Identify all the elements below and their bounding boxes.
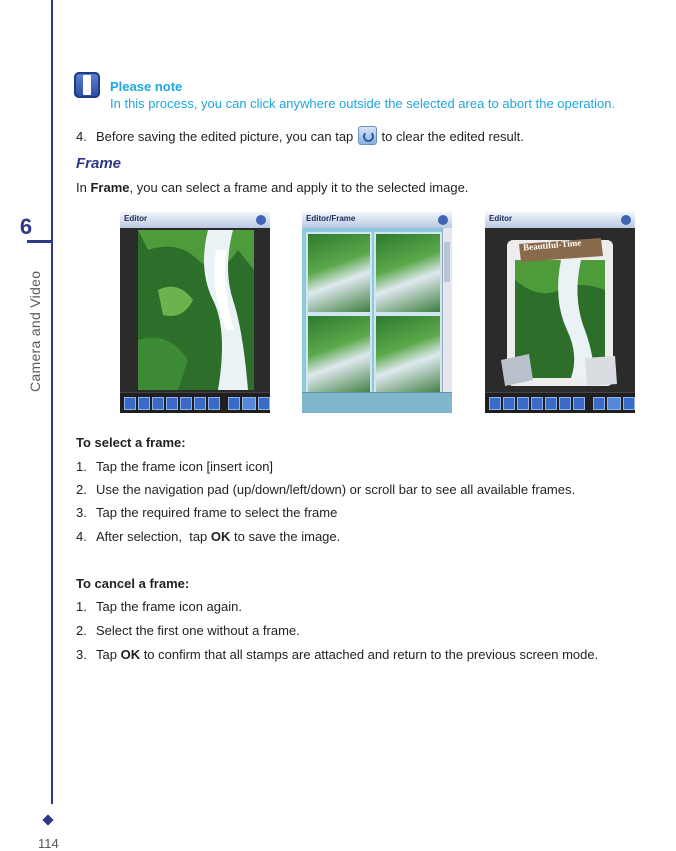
step-text: Use the navigation pad (up/down/left/down) or scroll bar to see all available frames. <box>96 482 576 497</box>
close-icon <box>621 215 631 225</box>
tool-icon <box>152 397 164 410</box>
frame-thumbnail <box>374 232 442 314</box>
note-text: In this process, you can click anywhere outside the selected area to abort the operation. <box>110 96 616 111</box>
step-text: to confirm that all stamps are attached and return to the previous screen mode. <box>140 647 599 662</box>
select-step-3 <box>76 505 337 520</box>
step-number: 1. <box>76 599 87 614</box>
screen-title: Editor/Frame <box>306 214 356 223</box>
tool-icon <box>208 397 220 410</box>
info-icon <box>74 72 100 98</box>
refresh-tool-icon <box>593 397 605 410</box>
frame-thumbnail <box>306 314 372 396</box>
tool-icon <box>503 397 515 410</box>
menu-icon <box>623 397 635 410</box>
menu-icon <box>258 397 270 410</box>
section-heading-frame: Frame <box>76 155 122 172</box>
screenshot-editor-framed <box>485 212 635 413</box>
page-number: 114 <box>38 836 59 851</box>
chapter-title: Camera and Video <box>27 270 43 392</box>
ok-icon <box>607 397 621 410</box>
step-number: 2. <box>76 482 87 497</box>
scrollbar <box>442 228 452 393</box>
tool-icon <box>573 397 585 410</box>
cancel-step-3 <box>76 647 598 662</box>
cancel-frame-heading: To cancel a frame: <box>76 576 190 591</box>
ok-icon <box>242 397 256 410</box>
step-bold: OK <box>120 647 141 662</box>
chapter-number: 6 <box>19 214 33 239</box>
step-text: Tap <box>96 647 121 662</box>
step-number: 1. <box>76 459 87 474</box>
step-text: Tap the frame icon again. <box>96 599 242 614</box>
toolbar <box>120 392 270 413</box>
frame-thumbnail <box>306 232 372 314</box>
step-number: 3. <box>76 505 87 520</box>
step-text: Tap the required frame to select the frame <box>96 505 338 520</box>
title-bar <box>120 212 270 228</box>
step-bold: OK <box>210 529 231 544</box>
cancel-step-2 <box>76 623 300 638</box>
step-text: Select the first one without a frame. <box>96 623 300 638</box>
step-number: 4. <box>76 529 87 544</box>
step-number: 3. <box>76 647 87 662</box>
step-text: Tap the frame icon [insert icon] <box>96 459 274 474</box>
intro-rest: , you can select a frame and apply it to the selected image. <box>129 180 469 195</box>
tool-icon <box>180 397 192 410</box>
step-number: 2. <box>76 623 87 638</box>
tool-icon <box>531 397 543 410</box>
frame-intro <box>76 180 468 195</box>
select-step-2 <box>76 482 575 497</box>
tool-icon <box>517 397 529 410</box>
step-text: After selection, tap <box>96 529 211 544</box>
tool-icon <box>559 397 571 410</box>
step-number: 4. <box>76 129 87 144</box>
screenshot-editor <box>120 212 270 413</box>
intro-bold: Frame <box>90 180 130 195</box>
tool-icon <box>166 397 178 410</box>
tool-icon <box>124 397 136 410</box>
title-bar <box>302 212 452 228</box>
toolbar <box>485 392 635 413</box>
step-text-after: to clear the edited result. <box>381 129 524 144</box>
intro-prefix: In <box>76 180 87 195</box>
frame-thumbnail <box>374 314 442 396</box>
close-icon <box>438 215 448 225</box>
cancel-step-1 <box>76 599 242 614</box>
screen-title: Editor <box>124 214 148 223</box>
step-text-before: Before saving the edited picture, you can tap <box>96 129 354 144</box>
waterfall-image <box>138 230 254 390</box>
screen-title: Editor <box>489 214 513 223</box>
select-frame-heading: To select a frame: <box>76 435 186 450</box>
side-rule <box>51 0 53 804</box>
diamond-icon <box>42 814 53 825</box>
step-text: to save the image. <box>230 529 341 544</box>
refresh-tool-icon <box>228 397 240 410</box>
title-bar <box>485 212 635 228</box>
note-title: Please note <box>110 79 183 94</box>
select-step-4 <box>76 529 340 544</box>
refresh-icon <box>358 126 377 145</box>
step-4-line <box>76 126 524 145</box>
tool-icon <box>545 397 557 410</box>
select-step-1 <box>76 459 273 474</box>
chapter-tab-marker <box>27 240 52 243</box>
toolbar <box>302 392 452 413</box>
tool-icon <box>138 397 150 410</box>
tool-icon <box>194 397 206 410</box>
framed-waterfall-image <box>499 230 621 392</box>
frame-caption: Beautiful-Time <box>522 237 582 253</box>
tool-icon <box>489 397 501 410</box>
close-icon <box>256 215 266 225</box>
screenshot-editor-frame <box>302 212 452 413</box>
